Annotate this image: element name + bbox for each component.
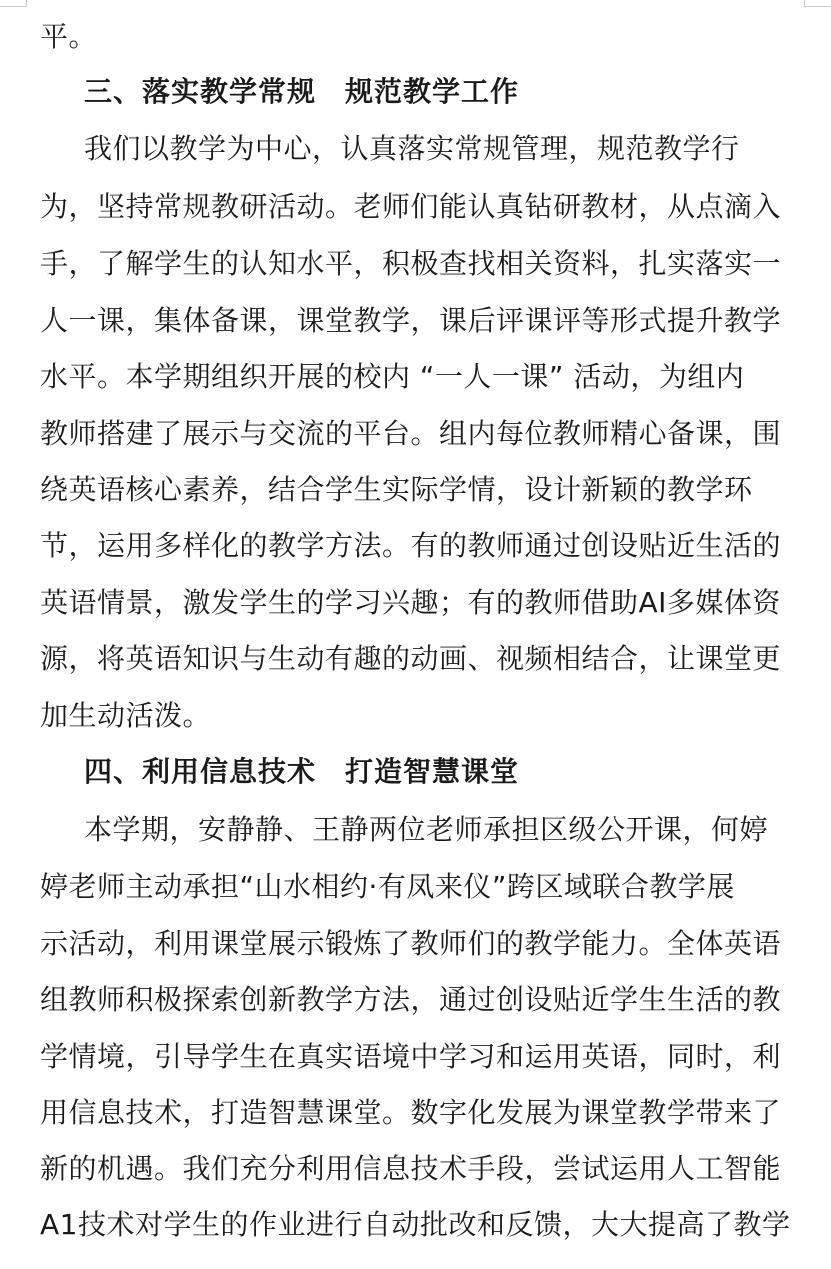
- paragraph-line: 为，坚持常规教研活动。老师们能认真钻研教材，从点滴入: [40, 190, 782, 223]
- page-corner-mark-left: [0, 0, 27, 7]
- paragraph-line: 手，了解学生的认知水平，积极查找相关资料，扎实落实一: [40, 247, 782, 280]
- paragraph-line: 绕英语核心素养，结合学生实际学情，设计新颖的教学环: [40, 473, 753, 506]
- paragraph-line: 婷老师主动承担“山水相约·有凤来仪”跨区域联合教学展: [40, 870, 735, 903]
- paragraph-line: 平。: [40, 20, 98, 53]
- paragraph-line: 本学期，安静静、王静两位老师承担区级公开课，何婷: [84, 813, 769, 846]
- paragraph-line: 教师搭建了展示与交流的平台。组内每位教师精心备课，围: [40, 417, 782, 450]
- paragraph-line: 加生动活泼。: [40, 699, 212, 732]
- paragraph-line: A1技术对学生的作业进行自动批改和反馈，大大提高了教学: [40, 1208, 791, 1241]
- paragraph-line: 英语情景，激发学生的学习兴趣；有的教师借助AI多媒体资: [40, 586, 781, 619]
- paragraph-line: 用信息技术，打造智慧课堂。数字化发展为课堂教学带来了: [40, 1096, 782, 1129]
- paragraph-line: 组教师积极探索创新教学方法，通过创设贴近学生生活的教: [40, 983, 782, 1016]
- paragraph-line: 水平。本学期组织开展的校内 “一人一课” 活动，为组内: [40, 360, 745, 393]
- paragraph-line: 我们以教学为中心，认真落实常规管理，规范教学行: [84, 132, 740, 165]
- paragraph-line: 人一课，集体备课，课堂教学，课后评课评等形式提升教学: [40, 304, 782, 337]
- paragraph-line: 学情境，引导学生在真实语境中学习和运用英语，同时，利: [40, 1040, 782, 1073]
- paragraph-line: 示活动，利用课堂展示锻炼了教师们的教学能力。全体英语: [40, 927, 782, 960]
- paragraph-line: 节，运用多样化的教学方法。有的教师通过创设贴近生活的: [40, 529, 782, 562]
- paragraph-line: 新的机遇。我们充分利用信息技术手段，尝试运用人工智能: [40, 1152, 782, 1185]
- section-heading: 三、落实教学常规 规范教学工作: [84, 75, 520, 108]
- paragraph-line: 源，将英语知识与生动有趣的动画、视频相结合，让课堂更: [40, 642, 782, 675]
- section-heading: 四、利用信息技术 打造智慧课堂: [84, 755, 520, 788]
